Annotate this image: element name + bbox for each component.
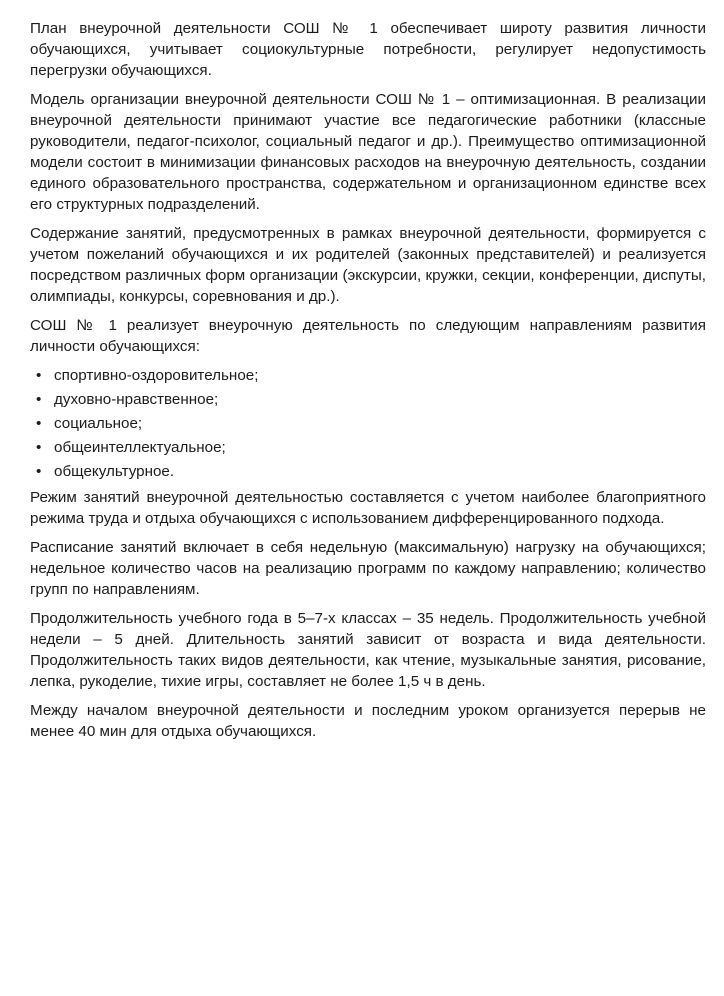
paragraph-year-duration: Продолжительность учебного года в 5–7-х классах – 35 недель. Продолжительность учебной недели – 5 дней. Длительность занятий зависит от возраста и вида деятельности. Продолжительность таких видов деятельности, как чтение, музыкальные занятия, рисование, лепка, рукоделие, тихие игры, составляет не более 1,5 ч в день. [30,610,706,690]
list-item: • общекультурное. [30,461,706,482]
list-item: • спортивно-оздоровительное; [30,365,706,386]
directions-list [30,365,706,482]
paragraph-timetable: Расписание занятий включает в себя недельную (максимальную) нагрузку на обучающихся; недельное количество часов на реализацию программ по каждому направлению; количество групп по направлениям. [30,539,706,598]
paragraph-directions-intro: СОШ № 1 реализует внеурочную деятельность по следующим направлениям развития личности обучающихся: [30,317,706,355]
list-item: • духовно-нравственное; [30,389,706,410]
list-item: • социальное; [30,413,706,434]
paragraph-schedule-mode: Режим занятий внеурочной деятельностью составляется с учетом наиболее благоприятного режима труда и отдыха обучающихся с использованием дифференцированного подхода. [30,489,706,527]
document-body [30,18,706,750]
list-item: • общеинтеллектуальное; [30,437,706,458]
paragraph-break: Между началом внеурочной деятельности и последним уроком организуется перерыв не менее 40 мин для отдыха обучающихся. [30,702,706,740]
paragraph-content-of-classes: Содержание занятий, предусмотренных в рамках внеурочной деятельности, формируется с учетом пожеланий обучающихся и их родителей (законных представителей) и реализуется посредством различных форм организации (экскурсии, кружки, секции, конференции, диспуты, олимпиады, конкурсы, соревнования и др.). [30,225,706,305]
paragraph-plan-overview: План внеурочной деятельности СОШ № 1 обеспечивает широту развития личности обучающихся, учитывает социокультурные потребности, регулирует недопустимость перегрузки обучающихся. [30,20,706,79]
paragraph-organization-model: Модель организации внеурочной деятельности СОШ № 1 – оптимизационная. В реализации внеурочной деятельности принимают участие все педагогические работники (классные руководители, педагог-психолог, социальный педагог и др.). Преимущество оптимизационной модели состоит в минимизации финансовых расходов на внеурочную деятельность, создании единого образовательного пространства, содержательном и организационном единстве всех его структурных подразделений. [30,91,706,213]
